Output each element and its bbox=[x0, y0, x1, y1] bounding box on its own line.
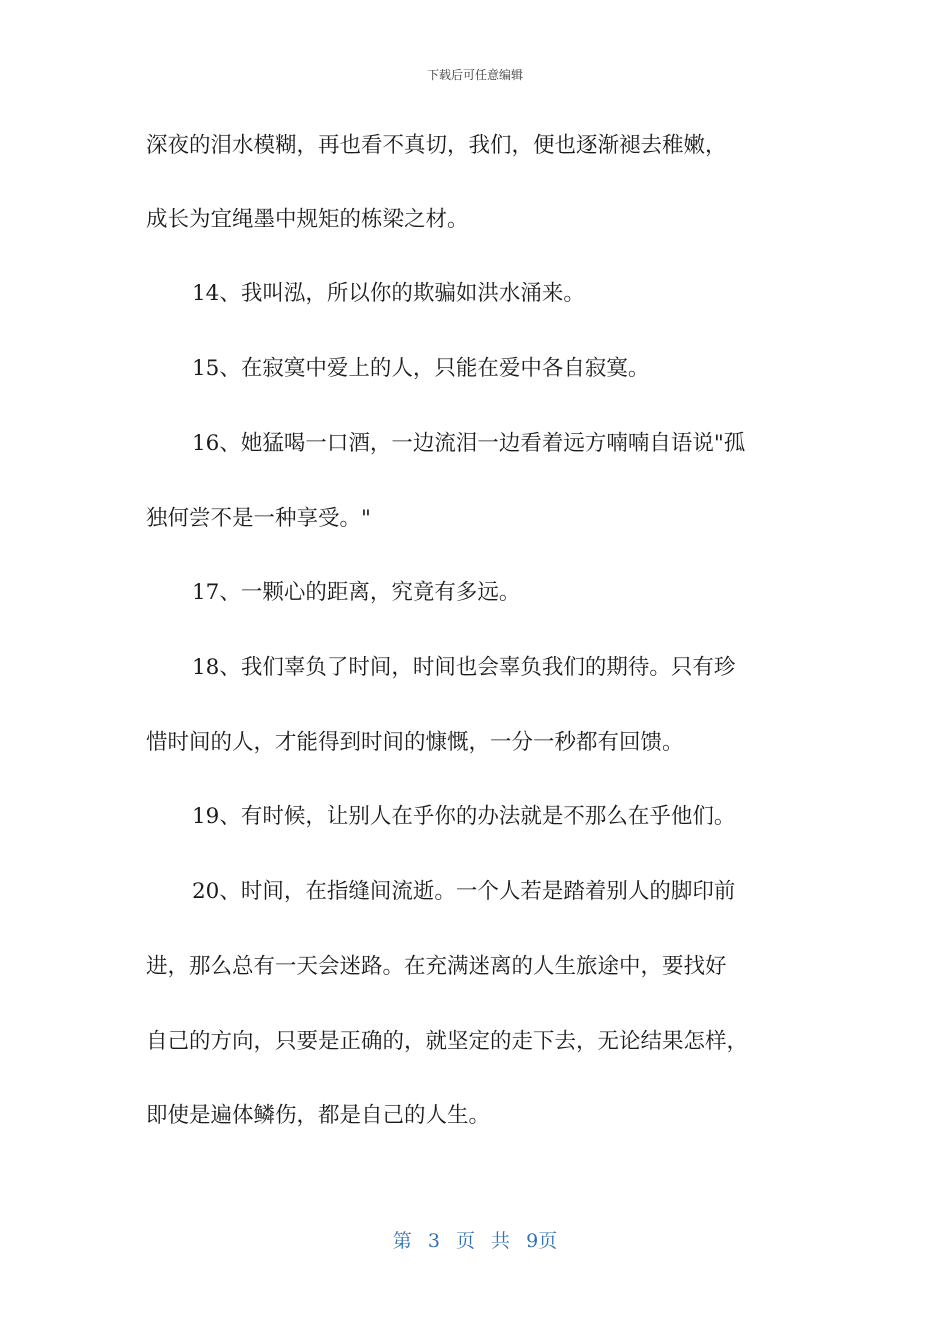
page-header-note: 下载后可任意编辑 bbox=[426, 68, 523, 82]
text-line: 即使是遍体鳞伤，都是自己的人生。 bbox=[146, 1103, 491, 1128]
footer-current-page: 3 bbox=[427, 1230, 440, 1252]
page-number-footer bbox=[0, 1226, 950, 1253]
paragraph-20: 20、时间，在指缝间流逝。一个人若是踏着别人的脚印前 bbox=[192, 879, 736, 904]
paragraph-15: 15、在寂寞中爱上的人，只能在爱中各自寂寞。 bbox=[192, 356, 650, 381]
text-line: 自己的方向，只要是正确的，就坚定的走下去，无论结果怎样， bbox=[146, 1029, 749, 1054]
footer-page-word: 页 bbox=[455, 1230, 475, 1252]
paragraph-17: 17、一颗心的距离，究竟有多远。 bbox=[192, 580, 521, 605]
text-line: 独何尝不是一种享受。" bbox=[146, 506, 371, 531]
paragraph-18: 18、我们辜负了时间，时间也会辜负我们的期待。只有珍 bbox=[192, 655, 736, 680]
text-line: 惜时间的人，才能得到时间的慷慨，一分一秒都有回馈。 bbox=[146, 730, 684, 755]
paragraph-16: 16、她猛喝一口酒，一边流泪一边看着远方喃喃自语说"孤 bbox=[192, 431, 746, 456]
text-line: 深夜的泪水模糊，再也看不真切，我们，便也逐渐褪去稚嫩， bbox=[146, 133, 727, 158]
paragraph-14: 14、我叫泓，所以你的欺骗如洪水涌来。 bbox=[192, 281, 585, 306]
footer-prefix: 第 bbox=[392, 1230, 412, 1252]
footer-total-pages: 9页 bbox=[526, 1230, 558, 1252]
paragraph-19: 19、有时候，让别人在乎你的办法就是不那么在乎他们。 bbox=[192, 804, 736, 829]
footer-total-prefix: 共 bbox=[491, 1230, 511, 1252]
text-line: 成长为宜绳墨中规矩的栋梁之材。 bbox=[146, 207, 469, 232]
text-line: 进，那么总有一天会迷路。在充满迷离的人生旅途中，要找好 bbox=[146, 954, 727, 979]
